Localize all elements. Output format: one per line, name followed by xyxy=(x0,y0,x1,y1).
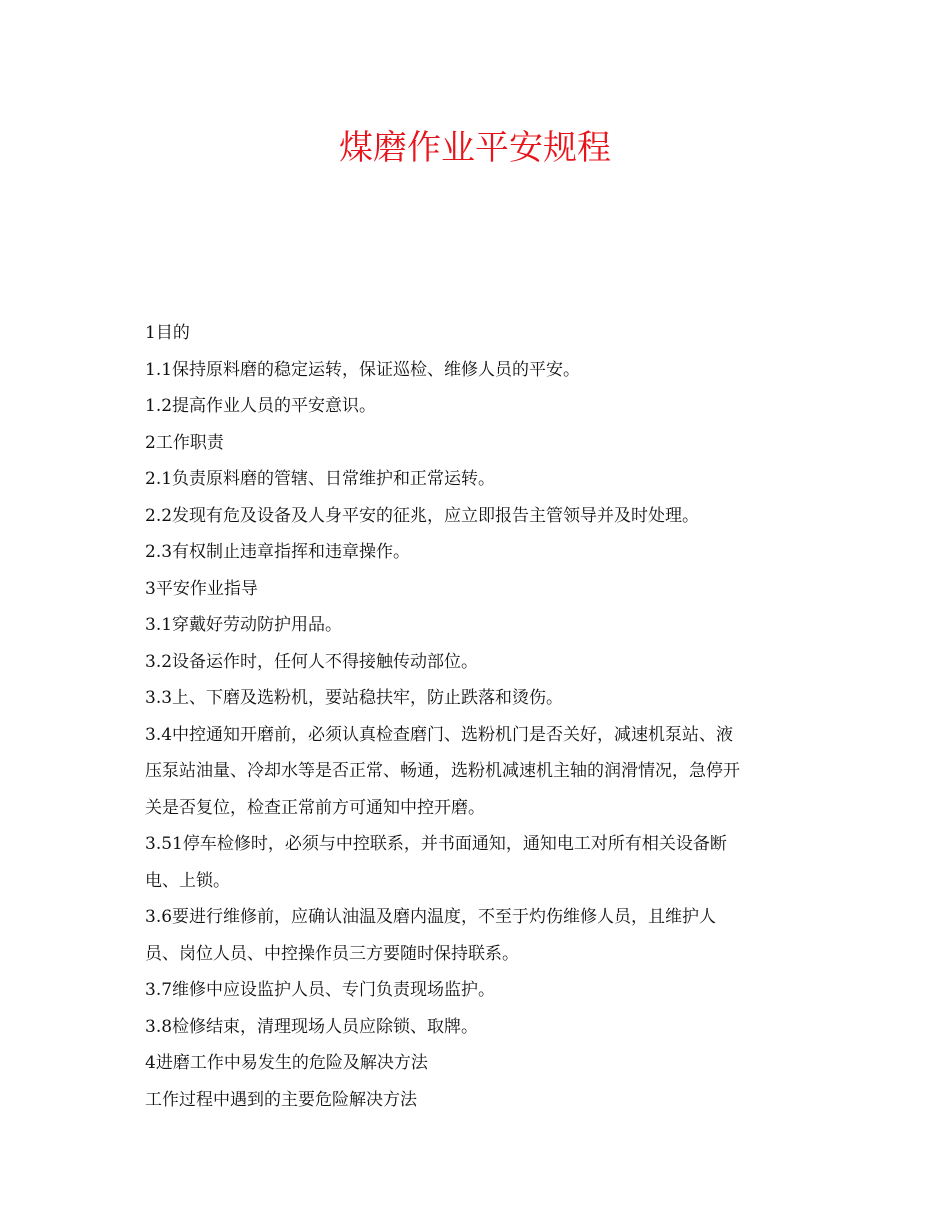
paragraph-line: 3.4中控通知开磨前，必须认真检查磨门、选粉机门是否关好，减速机泵站、液 xyxy=(145,724,734,745)
paragraph-line: 电、上锁。 xyxy=(145,870,230,891)
paragraph-line: 3.6要进行维修前，应确认油温及磨内温度，不至于灼伤维修人员，且维护人 xyxy=(145,907,717,927)
paragraph-line: 压泵站油量、冷却水等是否正常、畅通，选粉机减速机主轴的润滑情况，急停开 xyxy=(145,761,740,781)
paragraph-line: 3.2设备运作时，任何人不得接触传动部位。 xyxy=(145,651,479,672)
document-title: 煤磨作业平安规程 xyxy=(339,128,611,168)
paragraph-line: 员、岗位人员、中控操作员三方要随时保持联系。 xyxy=(145,943,519,964)
paragraph-line: 工作过程中遇到的主要危险解决方法 xyxy=(145,1089,417,1110)
paragraph-line: 3.51停车检修时，必须与中控联系，并书面通知，通知电工对所有相关设备断 xyxy=(145,834,727,854)
paragraph-line: 关是否复位，检查正常前方可通知中控开磨。 xyxy=(145,797,485,818)
paragraph-line: 1.1保持原料磨的稳定运转，保证巡检、维修人员的平安。 xyxy=(145,359,581,380)
paragraph-line: 2.3有权制止违章指挥和违章操作。 xyxy=(145,542,411,562)
paragraph-line: 3.7维修中应设监护人员、专门负责现场监护。 xyxy=(145,980,496,1000)
paragraph-line: 2.2发现有危及设备及人身平安的征兆，应立即报告主管领导并及时处理。 xyxy=(145,505,700,526)
paragraph-line: 1.2提高作业人员的平安意识。 xyxy=(145,396,377,416)
paragraph-line: 3.1穿戴好劳动防护用品。 xyxy=(145,615,343,635)
section-heading: 2工作职责 xyxy=(145,432,224,453)
document-body xyxy=(145,315,805,1118)
section-heading: 1目的 xyxy=(145,323,190,343)
paragraph-line: 2.1负责原料磨的管辖、日常维护和正常运转。 xyxy=(145,469,496,489)
paragraph-line: 3.3上、下磨及选粉机，要站稳扶牢，防止跌落和烫伤。 xyxy=(145,688,564,708)
section-heading: 3平安作业指导 xyxy=(145,578,258,599)
paragraph-line: 3.8检修结束，清理现场人员应除锁、取牌。 xyxy=(145,1016,479,1037)
section-heading: 4进磨工作中易发生的危险及解决方法 xyxy=(145,1053,428,1073)
